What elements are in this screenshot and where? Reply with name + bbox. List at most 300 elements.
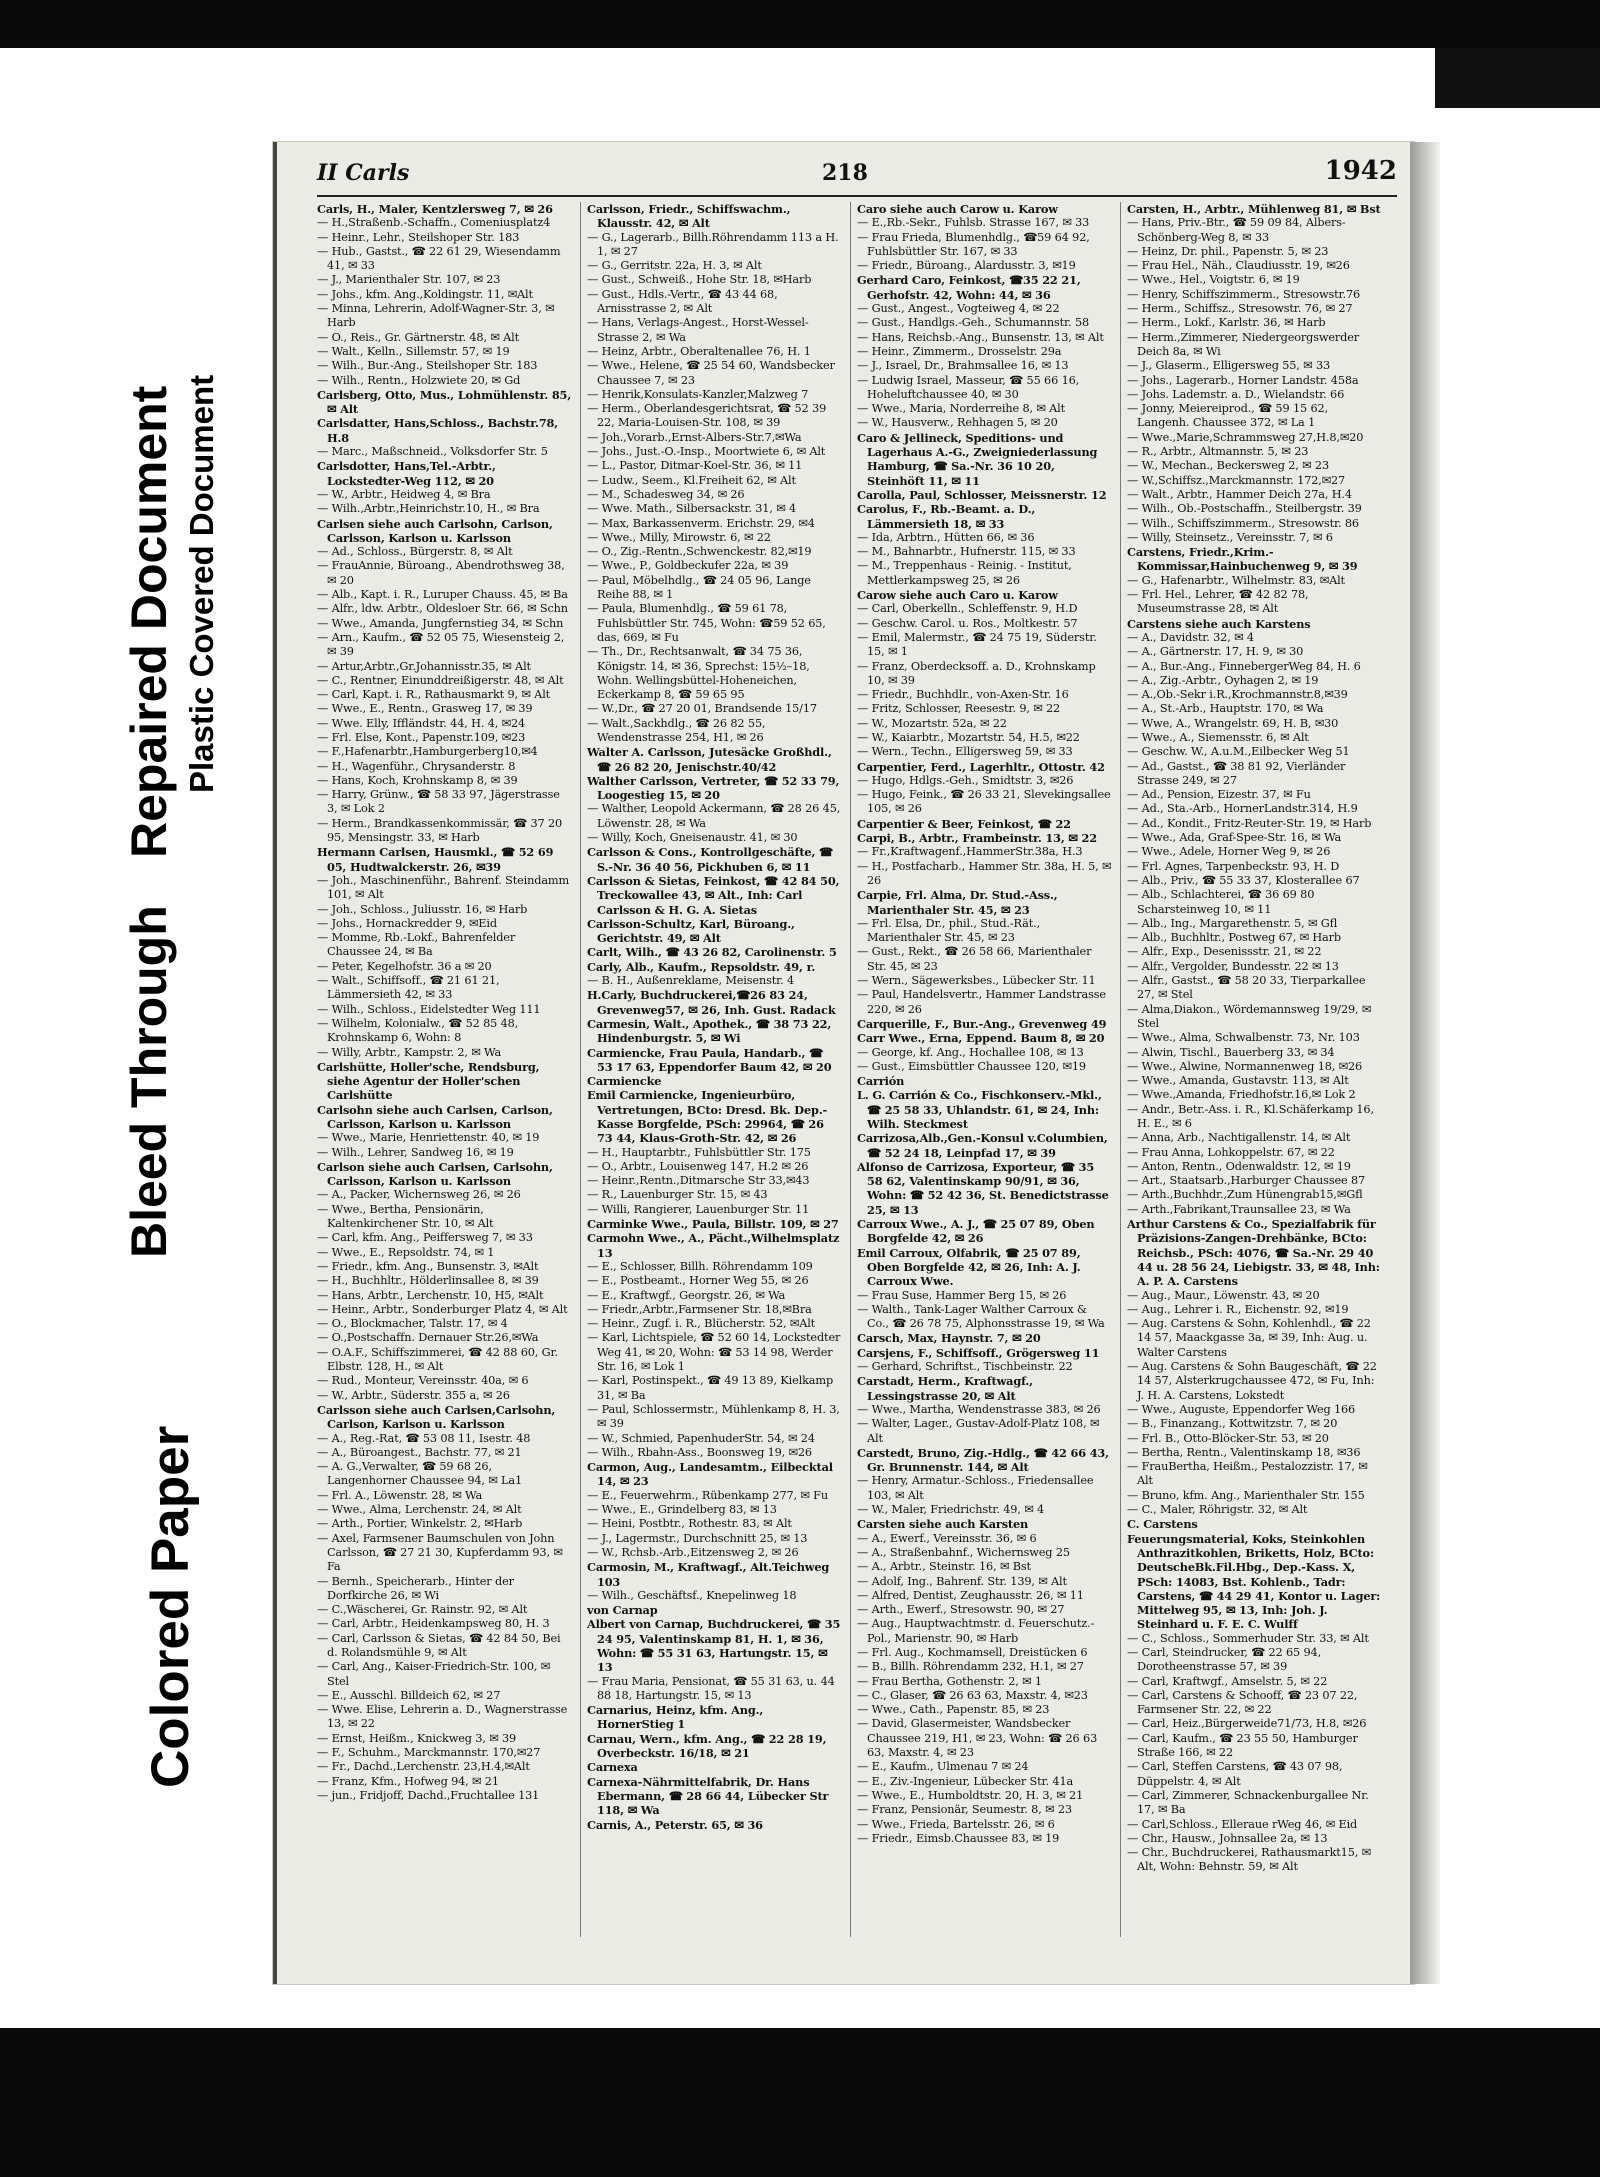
directory-entry: — Hub., Gastst., ☎ 22 61 29, Wiesendamm 41, ✉ 33 <box>317 244 561 273</box>
directory-entry: — Ludw., Seem., Kl.Freiheit 62, ✉ Alt <box>587 473 796 487</box>
directory-entry: Albert von Carnap, Buchdruckerei, ☎ 35 24 95, Valentinskamp 81, H. 1, ✉ 36, Wohn: ☎ 55 31 63, Hartungstr. 15, ✉ 13 <box>587 1617 841 1675</box>
directory-entry: — Wilhelm, Kolonialw., ☎ 52 85 48, Krohnskamp 6, Wohn: 8 <box>317 1016 519 1045</box>
directory-entry: — Wwe., A., Siemensstr. 6, ✉ Alt <box>1127 730 1309 744</box>
directory-entry: — Alb., Buchhltr., Postweg 67, ✉ Harb <box>1127 931 1341 945</box>
directory-entry: — C., Rentner, Einunddreißigerstr. 48, ✉ Alt <box>317 673 564 687</box>
directory-entry: Caro siehe auch Carow u. Karow <box>857 202 1058 216</box>
directory-entry: — E., Kraftwgf., Georgstr. 26, ✉ Wa <box>587 1288 786 1302</box>
directory-entry: — Art., Staatsarb.,Harburger Chaussee 87 <box>1127 1174 1366 1188</box>
directory-entry: — Chr., Buchdruckerei, Rathausmarkt15, ✉Alt, Wohn: Behnstr. 59, ✉ Alt <box>1127 1846 1371 1874</box>
directory-entry: — Walter, Lager., Gustav-Adolf-Platz 108, ✉ Alt <box>857 1417 1100 1445</box>
directory-entry: — A., Gärtnerstr. 17, H. 9, ✉ 30 <box>1127 645 1304 659</box>
directory-entry: — A., St.-Arb., Hauptstr. 170, ✉ Wa <box>1127 702 1324 716</box>
directory-entry: — Herm., Lokf., Karlstr. 36, ✉ Harb <box>1127 316 1326 330</box>
directory-entry: — Wwe., Alma, Lerchenstr. 24, ✉ Alt <box>317 1503 522 1517</box>
directory-entry: — W., Rchsb.-Arb.,Eitzensweg 2, ✉ 26 <box>587 1545 799 1559</box>
directory-entry: — B., Finanzang., Kottwitzstr. 7, ✉ 20 <box>1127 1417 1338 1431</box>
directory-entry: — Frl. A., Löwenstr. 28, ✉ Wa <box>317 1488 483 1502</box>
directory-entry: — R., Lauenburger Str. 15, ✉ 43 <box>587 1188 768 1202</box>
directory-entry: — Carl, Steffen Carstens, ☎ 43 07 98, Düppelstr. 4, ✉ Alt <box>1127 1760 1343 1788</box>
directory-entry: — Aug., Lehrer i. R., Eichenstr. 92, ✉19 <box>1127 1302 1349 1316</box>
directory-entry: — Frl. Elsa, Dr., phil., Stud.-Rät., Marienthaler Str. 45, ✉ 23 <box>857 916 1041 945</box>
directory-entry: — Joh.,Vorarb.,Ernst-Albers-Str.7,✉Wa <box>587 430 802 444</box>
directory-entry: — Harry, Grünw., ☎ 58 33 97, Jägerstrasse 3, ✉ Lok 2 <box>317 788 560 816</box>
directory-entry: — Ad., Gastst., ☎ 38 81 92, Vierländer Strasse 249, ✉ 27 <box>1127 759 1346 787</box>
directory-entry: — Carl, Heiz.,Bürgerweide71/73, H.8, ✉26 <box>1127 1717 1367 1731</box>
directory-entry: L. G. Carrión & Co., Fischkonserv.-Mkl., ☎ 25 58 33, Uhlandstr. 61, ✉ 24, Inh: Wilh. Steckmest <box>857 1088 1102 1131</box>
directory-entry: Carstens, Friedr.,Krim.-Kommissar,Hainbuchenweg 9, ✉ 39 <box>1127 545 1358 574</box>
directory-entry: — O.,Postschaffn. Dernauer Str.26,✉Wa <box>317 1331 539 1345</box>
directory-entry: Carmesin, Walt., Apothek., ☎ 38 73 22, Hindenburgstr. 5, ✉ Wi <box>587 1016 832 1046</box>
directory-entry: Carlsson siehe auch Carlsen,Carlsohn, Carlson, Karlson u. Karlsson <box>317 1402 556 1432</box>
directory-entry: — Wilh., Bur.-Ang., Steilshoper Str. 183 <box>317 359 538 373</box>
directory-entry: — W., Mozartstr. 52a, ✉ 22 <box>857 716 1007 730</box>
directory-entry: Carow siehe auch Caro u. Karow <box>857 588 1058 603</box>
directory-entry: — C., Schloss., Sommerhuder Str. 33, ✉ Alt <box>1127 1631 1369 1645</box>
directory-entry: Carpentier & Beer, Feinkost, ☎ 22 <box>857 816 1071 831</box>
directory-entry: — Friedr.,Arbtr.,Farmsener Str. 18,✉Bra <box>587 1302 812 1316</box>
directory-entry: — jun., Fridjoff, Dachd.,Fruchtallee 131 <box>317 1788 540 1802</box>
directory-entry: — E., Ausschl. Billdeich 62, ✉ 27 <box>317 1688 501 1702</box>
directory-entry: Carolus, F., Rb.-Beamt. a. D., Lämmersieth 18, ✉ 33 <box>857 502 1036 531</box>
directory-entry: von Carnap <box>587 1603 658 1618</box>
directory-entry: — Johs., Hornackredder 9, ✉Eid <box>317 916 497 930</box>
directory-entry: — Ad., Pension, Eizestr. 37, ✉ Fu <box>1127 788 1311 802</box>
directory-entry: — Carl, Kaufm., ☎ 23 55 50, Hamburger Straße 166, ✉ 22 <box>1127 1731 1358 1760</box>
directory-entry: — Gust., Schweiß., Hohe Str. 18, ✉Harb <box>587 273 812 287</box>
directory-entry: — Herm.,Zimmerer, Niedergeorgswerder Deich 8a, ✉ Wi <box>1127 330 1360 358</box>
directory-entry: — Willy, Arbtr., Kampstr. 2, ✉ Wa <box>317 1045 502 1059</box>
directory-entry: — O., Arbtr., Louisenweg 147, H.2 ✉ 26 <box>587 1159 809 1173</box>
directory-entry: — A., Zig.-Arbtr., Oyhagen 2, ✉ 19 <box>1127 673 1319 687</box>
directory-entry: — A., Arbtr., Steinstr. 16, ✉ Bst <box>857 1560 1031 1574</box>
directory-entry: Alfonso de Carrizosa, Exporteur, ☎ 35 58 62, Valentinskamp 90/91, ✉ 36, Wohn: ☎ 52 42 36, St. Benedictstrasse 25, ✉ 13 <box>857 1159 1109 1217</box>
directory-entry: — Wwe., E., Humboldtstr. 20, H. 3, ✉ 21 <box>857 1788 1084 1802</box>
directory-entry: — Hans, Verlags-Angest., Horst-Wessel-Strasse 2, ✉ Wa <box>587 316 809 344</box>
plastic-covered-document-label: Plastic Covered Document <box>183 374 220 793</box>
directory-entry: Carmiencke <box>587 1074 662 1089</box>
directory-entry: — Alfr., ldw. Arbtr., Oldesloer Str. 66, ✉ Schn <box>317 602 568 616</box>
directory-entry: — W., Arbtr., Heidweg 4, ✉ Bra <box>317 487 491 501</box>
directory-entry: — Carl,Schloss., Elleraue rWeg 46, ✉ Eid <box>1127 1817 1358 1831</box>
directory-entry: Carlson siehe auch Carlsen, Carlsohn, Carlsson, Karlson u. Karlsson <box>317 1159 553 1189</box>
directory-entry: Emil Carroux, Olfabrik, ☎ 25 07 89, Oben Borgfelde 42, ✉ 26, Inh: A. J. Carroux Wwe. <box>857 1245 1081 1289</box>
directory-entry: — H., Wagenführ., Chrysanderstr. 8 <box>317 759 516 773</box>
directory-entry: — Gerhard, Schriftst., Tischbeinstr. 22 <box>857 1360 1073 1374</box>
directory-entry: H.Carly, Buchdruckerei,☎26 83 24, Grevenweg57, ✉ 26, Inh. Gust. Radack <box>587 988 836 1017</box>
directory-entry: Carlsberg, Otto, Mus., Lohmühlenstr. 85, ✉ Alt <box>317 387 572 417</box>
colored-paper-label: Colored Paper <box>141 1425 200 1788</box>
directory-entry: — Wwe. Elly, Iffländstr. 44, H. 4, ✉24 <box>317 716 526 730</box>
column-divider <box>850 202 851 1937</box>
directory-entry: Carlt, Wilh., ☎ 43 26 82, Carolinenstr. 5 <box>587 945 837 960</box>
directory-entry: — G., Gerritstr. 22a, H. 3, ✉ Alt <box>587 259 762 273</box>
directory-entry: Carrizosa,Alb.,Gen.-Konsul v.Columbien, ☎ 52 24 18, Leinpfad 17, ✉ 39 <box>857 1131 1108 1160</box>
directory-entry: — Johs., kfm. Ang.,Koldingstr. 11, ✉Alt <box>317 287 533 301</box>
directory-entry: — Heini, Postbtr., Rothestr. 83, ✉ Alt <box>587 1517 792 1531</box>
directory-entry: — Alb., Priv., ☎ 55 33 37, Klosterallee 67 <box>1127 873 1360 887</box>
directory-entry: — B., Billh. Röhrendamm 232, H.1, ✉ 27 <box>857 1660 1084 1674</box>
directory-entry: — E., Schlosser, Billh. Röhrendamm 109 <box>587 1259 813 1273</box>
directory-entry: — Wilh., Rentn., Holzwiete 20, ✉ Gd <box>317 373 521 387</box>
directory-entry: — Ad., Schloss., Bürgerstr. 8, ✉ Alt <box>317 545 513 559</box>
directory-entry: Carlsson & Cons., Kontrollgeschäfte, ☎ S.-Nr. 36 40 56, Pickhuben 6, ✉ 11 <box>587 845 833 874</box>
directory-entry: Carstedt, Bruno, Zig.-Hdlg., ☎ 42 66 43, Gr. Brunnenstr. 144, ✉ Alt <box>857 1445 1109 1475</box>
directory-entry: — J., Lagermstr., Durchschnitt 25, ✉ 13 <box>587 1531 808 1545</box>
directory-entry: — M., Schadesweg 34, ✉ 26 <box>587 487 745 501</box>
directory-entry: — Heinr., Lehr., Steilshoper Str. 183 <box>317 230 520 244</box>
directory-entry: — Wilh.,Arbtr.,Heinrichstr.10, H., ✉ Bra <box>317 502 540 516</box>
directory-entry: — Aug., Hauptwachtmstr. d. Feuerschutz.-Pol., Marienstr. 90, ✉ Harb <box>857 1617 1095 1645</box>
directory-entry: — Wwe, A., Wrangelstr. 69, H. B, ✉30 <box>1127 716 1339 730</box>
directory-entry: — Gust., Angest., Vogteiweg 4, ✉ 22 <box>857 302 1060 316</box>
scan-border-top <box>0 0 1600 48</box>
directory-entry: C. Carstens <box>1127 1517 1198 1532</box>
directory-entry: Carroux Wwe., A. J., ☎ 25 07 89, Oben Borgfelde 42, ✉ 26 <box>857 1217 1095 1246</box>
directory-entry: — Gust., Handlgs.-Geh., Schumannstr. 58 <box>857 316 1090 330</box>
directory-entry: Carminke Wwe., Paula, Billstr. 109, ✉ 27 <box>587 1217 839 1232</box>
directory-entry: — Hans, Koch, Krohnskamp 8, ✉ 39 <box>317 773 518 787</box>
directory-entry: — W., Kaiarbtr., Mozartstr. 54, H.5, ✉22 <box>857 730 1080 744</box>
directory-entry: — Wwe., Amanda, Gustavstr. 113, ✉ Alt <box>1127 1074 1349 1088</box>
directory-entry: — J., Israel, Dr., Brahmsallee 16, ✉ 13 <box>857 359 1069 373</box>
directory-entry: — Carl, Zimmerer, Schnackenburgallee Nr. 17, ✉ Ba <box>1127 1788 1369 1817</box>
directory-entry: — Aug. Carstens & Sohn Baugeschäft, ☎ 22 14 57, Alsterkrugchaussee 472, ✉ Fu, Inh: J. H. A. Carstens, Lokstedt <box>1127 1360 1377 1402</box>
directory-entry: — W.,Dr., ☎ 27 20 01, Brandsende 15/17 <box>587 702 817 716</box>
directory-entry: — Bruno, kfm. Ang., Marienthaler Str. 155 <box>1127 1488 1365 1502</box>
directory-entry: — Wwe., Hel., Voigtstr. 6, ✉ 19 <box>1127 273 1300 287</box>
directory-entry: — Wilh., Rbahn-Ass., Boonsweg 19, ✉26 <box>587 1445 812 1459</box>
directory-entry: — Aug. Carstens & Sohn, Kohlenhdl., ☎ 22 14 57, Maackgasse 3a, ✉ 39, Inh: Aug. u. Walter Carstens <box>1127 1317 1371 1359</box>
directory-entry: — Friedr., Buchhdlr., von-Axen-Str. 16 <box>857 688 1069 702</box>
directory-entry: Carnarius, Heinz, kfm. Ang., HornerStieg 1 <box>587 1703 764 1732</box>
directory-entry: Carolla, Paul, Schlosser, Meissnerstr. 12 <box>857 487 1107 502</box>
directory-entry: — Walth., Tank-Lager Walther Carroux & Co., ☎ 26 78 75, Alphonsstrasse 19, ✉ Wa <box>857 1302 1105 1331</box>
directory-entry: — Carl, Arbtr., Heidenkampsweg 80, H. 3 <box>317 1617 550 1631</box>
directory-entry: — O.A.F., Schiffszimmerei, ☎ 42 88 60, Gr. Elbstr. 128, H., ✉ Alt <box>317 1345 558 1374</box>
directory-entry: — Wwe., Martha, Wendenstrasse 383, ✉ 26 <box>857 1402 1101 1416</box>
directory-column-4 <box>1127 202 1382 1942</box>
directory-entry: — Frau Bertha, Gothenstr. 2, ✉ 1 <box>857 1674 1042 1688</box>
directory-entry: — Alb., Ing., Margarethenstr. 5, ✉ Gfl <box>1127 916 1338 930</box>
directory-entry: Carlshütte, Holler'sche, Rendsburg, siehe Agentur der Holler'schen Carlshütte <box>317 1059 540 1103</box>
directory-entry: — Arth.,Buchhdr.,Zum Hünengrab15,✉Gfl <box>1127 1188 1363 1202</box>
directory-entry: — Wwe. Elise, Lehrerin a. D., Wagnerstrasse 13, ✉ 22 <box>317 1703 568 1731</box>
directory-entry: — A., Bur.-Ang., FinnebergerWeg 84, H. 6 <box>1127 659 1361 673</box>
directory-entry: — W., Hausverw., Rehhagen 5, ✉ 20 <box>857 416 1058 430</box>
directory-entry: — Alma,Diakon., Wördemannsweg 19/29, ✉ Stel <box>1127 1002 1372 1030</box>
directory-entry: — Paul, Schlossermstr., Mühlenkamp 8, H. 3, ✉ 39 <box>587 1402 840 1431</box>
directory-entry: — Max, Barkassenverm. Erichstr. 29, ✉4 <box>587 516 815 530</box>
directory-entry: — W., Mechan., Beckersweg 2, ✉ 23 <box>1127 459 1330 473</box>
directory-entry: — A., Davidstr. 32, ✉ 4 <box>1127 630 1254 644</box>
directory-entry: — Arth.,Fabrikant,Traunsallee 23, ✉ Wa <box>1127 1202 1351 1216</box>
directory-entry: Carstadt, Herm., Kraftwagf., Lessingstrasse 20, ✉ Alt <box>857 1374 1033 1403</box>
directory-entry: — Herm., Oberlandesgerichtsrat, ☎ 52 39 22, Maria-Louisen-Str. 108, ✉ 39 <box>587 402 827 430</box>
directory-entry: — G., Hafenarbtr., Wilhelmstr. 83, ✉Alt <box>1127 573 1345 587</box>
directory-entry: — Wwe., P., Goldbeckufer 22a, ✉ 39 <box>587 559 789 573</box>
directory-entry: — Frl. Aug., Kochmamsell, Dreistücken 6 <box>857 1645 1088 1659</box>
directory-entry: — Wilh., Schloss., Eidelstedter Weg 111 <box>317 1002 541 1016</box>
directory-entry: — Wwe., Alma, Schwalbenstr. 73, Nr. 103 <box>1127 1031 1360 1045</box>
directory-entry: — Wilh., Lehrer, Sandweg 16, ✉ 19 <box>317 1145 514 1159</box>
directory-entry: — Artur,Arbtr.,Gr.Johannisstr.35, ✉ Alt <box>317 659 531 673</box>
directory-entry: Carlsson & Sietas, Feinkost, ☎ 42 84 50, Treckowallee 43, ✉ Alt., Inh: Carl Carlsson & H. G. A. Sietas <box>587 873 840 917</box>
directory-entry: — Alb., Schlachterei, ☎ 36 69 80 Scharsteinweg 10, ✉ 11 <box>1127 888 1315 916</box>
directory-entry: — Wwe., Alwine, Normannenweg 18, ✉26 <box>1127 1059 1363 1073</box>
directory-entry: — Karl, Postinspekt., ☎ 49 13 89, Kielkamp 31, ✉ Ba <box>587 1374 834 1402</box>
directory-entry: Carmohn Wwe., A., Pächt.,Wilhelmsplatz 13 <box>587 1231 840 1260</box>
directory-entry: Carlsson-Schultz, Karl, Büroang., Gerichtstr. 49, ✉ Alt <box>587 916 795 946</box>
directory-entry: — Frau Suse, Hammer Berg 15, ✉ 26 <box>857 1288 1067 1302</box>
directory-entry: — B. H., Außenreklame, Meisenstr. 4 <box>587 974 795 988</box>
directory-entry: — Emil, Malermstr., ☎ 24 75 19, Süderstr. 15, ✉ 1 <box>857 630 1097 659</box>
directory-entry: — Henrik,Konsulats-Kanzler,Malzweg 7 <box>587 387 809 401</box>
directory-entry: — Alfred, Dentist, Zeughausstr. 26, ✉ 11 <box>857 1588 1084 1602</box>
directory-entry: Carnis, A., Peterstr. 65, ✉ 36 <box>587 1817 763 1832</box>
directory-entry: — George, kf. Ang., Hochallee 108, ✉ 13 <box>857 1045 1084 1059</box>
directory-entry: — Walt., Schiffsoff., ☎ 21 61 21, Lämmersieth 42, ✉ 33 <box>317 974 500 1002</box>
directory-entry: — Alfr., Gastst., ☎ 58 20 33, Tierparkallee 27, ✉ Stel <box>1127 974 1366 1002</box>
directory-entry: — Anna, Arb., Nachtigallenstr. 14, ✉ Alt <box>1127 1131 1351 1145</box>
column-divider <box>580 202 581 1937</box>
directory-entry: Carpie, Frl. Alma, Dr. Stud.-Ass., Marienthaler Str. 45, ✉ 23 <box>857 888 1058 917</box>
directory-entry: — Jonny, Meiereiprod., ☎ 59 15 62, Langenh. Chaussee 372, ✉ La 1 <box>1127 402 1328 430</box>
directory-entry: — Carl, Oberkelln., Schleffenstr. 9, H.D <box>857 602 1078 616</box>
directory-entry: Carmosin, M., Kraftwagf., Alt.Teichweg 103 <box>587 1560 830 1589</box>
directory-entry: — Bernh., Speicherarb., Hinter der Dorfkirche 26, ✉ Wi <box>317 1574 514 1602</box>
directory-entry: — F., Schuhm., Marckmannstr. 170,✉27 <box>317 1746 541 1760</box>
directory-entry: — G., Lagerarb., Billh.Röhrendamm 113 a H. 1, ✉ 27 <box>587 230 839 258</box>
directory-entry: — Joh., Schloss., Juliusstr. 16, ✉ Harb <box>317 902 528 916</box>
directory-entry: — Th., Dr., Rechtsanwalt, ☎ 34 75 36, Königstr. 14, ✉ 36, Sprechst: 15½–18, Wohn. Wellingsbüttel-Hoheneichen, Eckerkamp 8, ☎ 59 65 95 <box>587 645 810 702</box>
directory-column-2 <box>587 202 842 1942</box>
directory-entry: — E., Postbeamt., Horner Weg 55, ✉ 26 <box>587 1274 809 1288</box>
directory-entry: — Peter, Kegelhofstr. 36 a ✉ 20 <box>317 959 492 973</box>
directory-entry: — Momme, Rb.-Lokf., Bahrenfelder Chaussee 24, ✉ Ba <box>317 931 516 959</box>
directory-entry: — Frl. Else, Kont., Papenstr.109, ✉23 <box>317 730 526 744</box>
directory-entry: — Carl, Carstens & Schooff, ☎ 23 07 22, Farmsener Str. 22, ✉ 22 <box>1127 1688 1358 1717</box>
directory-entry: — Gust., Rekt., ☎ 26 58 66, Marienthaler Str. 45, ✉ 23 <box>857 945 1092 973</box>
directory-entry: — Arn., Kaufm., ☎ 52 05 75, Wiesensteig 2, ✉ 39 <box>317 630 565 659</box>
directory-entry: — Wwe., Maria, Norderreihe 8, ✉ Alt <box>857 402 1066 416</box>
directory-entry: — Wwe., Bertha, Pensionärin, Kaltenkirchener Str. 10, ✉ Alt <box>317 1202 494 1231</box>
directory-entry: — R., Arbtr., Altmannstr. 5, ✉ 23 <box>1127 445 1309 459</box>
directory-entry: — Arth., Portier, Winkelstr. 2, ✉Harb <box>317 1517 523 1531</box>
directory-entry: Carr Wwe., Erna, Eppend. Baum 8, ✉ 20 <box>857 1031 1105 1046</box>
directory-page <box>273 142 1414 1984</box>
directory-entry: — Walt.,Sackhdlg., ☎ 26 82 55, Wendenstrasse 254, H1, ✉ 26 <box>587 716 766 744</box>
directory-entry: — Fritz, Schlosser, Reesestr. 9, ✉ 22 <box>857 702 1061 716</box>
directory-entry: — Ad., Kondit., Fritz-Reuter-Str. 19, ✉ Harb <box>1127 816 1372 830</box>
directory-entry: — Alfr., Exp., Desenissstr. 21, ✉ 22 <box>1127 945 1322 959</box>
directory-entry: — Walt., Kelln., Sillemstr. 57, ✉ 19 <box>317 344 510 358</box>
directory-entry: — Wern., Techn., Elligersweg 59, ✉ 33 <box>857 745 1073 759</box>
directory-entry: — Alwin, Tischl., Bauerberg 33, ✉ 34 <box>1127 1045 1335 1059</box>
directory-entry: Carnau, Wern., kfm. Ang., ☎ 22 28 19, Overbeckstr. 16/18, ✉ 21 <box>587 1731 827 1761</box>
directory-entry: — Walt., Arbtr., Hammer Deich 27a, H.4 <box>1127 487 1352 501</box>
directory-entry: — Wwe., Frieda, Bartelsstr. 26, ✉ 6 <box>857 1817 1055 1831</box>
page-header <box>317 154 1397 194</box>
directory-entry: — C., Glaser, ☎ 26 63 63, Maxstr. 4, ✉23 <box>857 1688 1088 1702</box>
directory-entry: — E., Feuerwehrm., Rübenkamp 277, ✉ Fu <box>587 1488 828 1502</box>
directory-entry: — Rud., Monteur, Vereinsstr. 40a, ✉ 6 <box>317 1374 529 1388</box>
directory-entry: — Ludwig Israel, Masseur, ☎ 55 66 16, Hoheluftchaussee 40, ✉ 30 <box>857 373 1080 401</box>
directory-entry: — Karl, Lichtspiele, ☎ 52 60 14, Lockstedter Weg 41, ✉ 20, Wohn: ☎ 53 14 98, Werder Str. 16, ✉ Lok 1 <box>587 1331 841 1374</box>
bleed-through-label: Bleed Through <box>121 905 177 1258</box>
directory-entry: — Hans, Arbtr., Lerchenstr. 10, H5, ✉Alt <box>317 1288 544 1302</box>
directory-entry: — L., Pastor, Ditmar-Koel-Str. 36, ✉ 11 <box>587 459 803 473</box>
directory-entry: — Hans, Reichsb.-Ang., Bunsenstr. 13, ✉ Alt <box>857 330 1104 344</box>
directory-entry: Arthur Carstens & Co., Spezialfabrik für Präzisions-Zangen-Drehbänke, BCto: Reichsb., PSch: 4076, ☎ Sa.-Nr. 29 40 44 u. 28 56 24, Liebigstr. 33, ✉ 48, Inh: A. P. A. Carstens <box>1127 1217 1380 1289</box>
directory-entry: — Willy, Steinsetz., Vereinsstr. 7, ✉ 6 <box>1127 530 1333 544</box>
directory-entry: Carrión <box>857 1074 905 1089</box>
directory-entry: — Hugo, Hdlgs.-Geh., Smidtstr. 3, ✉26 <box>857 773 1074 787</box>
directory-entry: — Friedr., Büroang., Alardusstr. 3, ✉19 <box>857 259 1076 273</box>
directory-entry: — Wwe., Marie, Henriettenstr. 40, ✉ 19 <box>317 1131 540 1145</box>
directory-entry: — H., Postfacharb., Hammer Str. 38a, H. 5, ✉ 26 <box>857 859 1112 887</box>
directory-entry: — Frau Frieda, Blumenhdlg., ☎59 64 92, Fuhlsbüttler Str. 167, ✉ 33 <box>857 230 1090 258</box>
directory-entry: Walter A. Carlsson, Jutesäcke Großhdl., ☎ 26 82 20, Jenischstr.40/42 <box>587 745 832 774</box>
directory-entry: Carsch, Max, Haynstr. 7, ✉ 20 <box>857 1331 1041 1346</box>
page-number: 218 <box>822 160 868 186</box>
directory-entry: — A. G.,Verwalter, ☎ 59 68 26, Langenhorner Chaussee 94, ✉ La1 <box>317 1460 523 1488</box>
directory-entry: Carls, H., Maler, Kentzlersweg 7, ✉ 26 <box>317 202 553 216</box>
directory-entry: — Anton, Rentn., Odenwaldstr. 12, ✉ 19 <box>1127 1159 1351 1173</box>
directory-entry: — W., Maler, Friedrichstr. 49, ✉ 4 <box>857 1503 1045 1517</box>
directory-entry: — Adolf, Ing., Bahrenf. Str. 139, ✉ Alt <box>857 1574 1067 1588</box>
directory-entry: — Andr., Betr.-Ass. i. R., Kl.Schäferkamp 16, H. E., ✉ 6 <box>1127 1102 1374 1130</box>
directory-entry: — H.,Straßenb.-Schaffn., Comeniusplatz4 <box>317 216 551 230</box>
directory-entry: Feuerungsmaterial, Koks, Steinkohlen Anthrazitkohlen, Briketts, Holz, BCto: DeutscheBk.Fil.Hbg., Dep.-Kass. X, PSch: 14083, Bst. Kohlenb., Tadr: Carstens, ☎ 44 29 41, Kontor u. Lager: Mittelweg 95, ✉ 13, Inh: Joh. J. Steinhard u. F. E. C. Wulff <box>1127 1531 1381 1632</box>
directory-entry: — Johs. Lademstr. a. D., Wielandstr. 66 <box>1127 387 1345 401</box>
directory-entry: — Friedr., Eimsb.Chaussee 83, ✉ 19 <box>857 1831 1060 1845</box>
directory-entry: Carmon, Aug., Landesamtm., Eilbecktal 14, ✉ 23 <box>587 1460 833 1489</box>
directory-entry: — Heinr., Zugf. i. R., Blücherstr. 52, ✉Alt <box>587 1317 816 1331</box>
directory-entry: Carsjens, F., Schiffsoff., Grögersweg 11 <box>857 1345 1100 1360</box>
directory-entry: — E., Kaufm., Ulmenau 7 ✉ 24 <box>857 1760 1029 1774</box>
directory-entry: — Gust., Eimsbüttler Chaussee 120, ✉19 <box>857 1059 1086 1073</box>
directory-entry: Carpentier, Ferd., Lagerhltr., Ottostr. 42 <box>857 759 1105 774</box>
directory-entry: — A.,Ob.-Sekr i.R.,Krochmannstr.8,✉39 <box>1127 688 1348 702</box>
directory-entry: — Heinz, Arbtr., Oberaltenallee 76, H. 1 <box>587 344 811 358</box>
directory-entry: — Wwe., E., Grindelberg 83, ✉ 13 <box>587 1503 777 1517</box>
directory-entry: — Carl, Steindrucker, ☎ 22 65 94, Dorotheenstrasse 57, ✉ 39 <box>1127 1645 1322 1674</box>
directory-entry: — Frl. Hel., Lehrer, ☎ 42 82 78, Museumstrasse 28, ✉ Alt <box>1127 588 1309 616</box>
directory-entry: — Wwe.,Marie,Schrammsweg 27,H.8,✉20 <box>1127 430 1364 444</box>
directory-entry: — Carl, Kraftwgf., Amselstr. 5, ✉ 22 <box>1127 1674 1328 1688</box>
directory-entry: — Frau Maria, Pensionat, ☎ 55 31 63, u. 44 88 18, Hartungstr. 15, ✉ 13 <box>587 1674 835 1702</box>
directory-entry: — Wwe., Auguste, Eppendorfer Weg 166 <box>1127 1402 1356 1416</box>
directory-entry: — Carl, Carlsson & Sietas, ☎ 42 84 50, Bei d. Rolandsmühle 9, ✉ Alt <box>317 1631 561 1659</box>
directory-entry: — Wwe., Adele, Horner Weg 9, ✉ 26 <box>1127 845 1331 859</box>
directory-entry: — J., Marienthaler Str. 107, ✉ 23 <box>317 273 501 287</box>
directory-entry: — Wilh., Ob.-Postschaffn., Steilbergstr. 39 <box>1127 502 1362 516</box>
directory-entry: Carlsohn siehe auch Carlsen, Carlson, Carlsson, Karlson u. Karlsson <box>317 1102 553 1131</box>
directory-entry: Carpi, B., Arbtr., Frambeinstr. 13, ✉ 22 <box>857 831 1097 846</box>
column-divider <box>1120 202 1121 1937</box>
directory-entry: Carsten, H., Arbtr., Mühlenweg 81, ✉ Bst <box>1127 202 1381 216</box>
directory-entry: — Heinr.,Rentn.,Ditmarsche Str 33,✉43 <box>587 1174 810 1188</box>
directory-entry: — Franz, Kfm., Hofweg 94, ✉ 21 <box>317 1774 499 1788</box>
directory-entry: — Henry, Schiffszimmerm., Stresowstr.76 <box>1127 287 1361 301</box>
directory-entry: — Heinr., Arbtr., Sonderburger Platz 4, ✉ Alt <box>317 1302 568 1316</box>
directory-entry: Carlsson, Friedr., Schiffswachm., Klausstr. 42, ✉ Alt <box>587 202 791 231</box>
directory-entry: — A., Ewerf., Vereinsstr. 36, ✉ 6 <box>857 1531 1037 1545</box>
directory-entry: — Henry, Armatur.-Schloss., Friedensallee 103, ✉ Alt <box>857 1474 1094 1502</box>
directory-entry: — David, Glasermeister, Wandsbecker Chaussee 219, H1, ✉ 23, Wohn: ☎ 26 63 63, Maxstr. 4, ✉ 23 <box>857 1717 1098 1760</box>
directory-entry: Carnexa-Nährmittelfabrik, Dr. Hans Ebermann, ☎ 28 66 44, Lübecker Str 118, ✉ Wa <box>587 1774 829 1818</box>
directory-entry: — Wilh., Schiffszimmerm., Stresowstr. 86 <box>1127 516 1359 530</box>
directory-entry: — Bertha, Rentn., Valentinskamp 18, ✉36 <box>1127 1445 1361 1459</box>
repaired-document-label: Repaired Document <box>121 385 177 858</box>
directory-entry: — Marc., Maßschneid., Volksdorfer Str. 5 <box>317 445 548 459</box>
directory-entry: — Friedr., kfm. Ang., Bunsenstr. 3, ✉Alt <box>317 1259 539 1273</box>
directory-entry: — Wwe., Milly, Mirowstr. 6, ✉ 22 <box>587 530 771 544</box>
directory-entry: — Minna, Lehrerin, Adolf-Wagner-Str. 3, ✉ Harb <box>317 302 555 330</box>
directory-entry: Carquerille, F., Bur.-Ang., Grevenweg 49 <box>857 1016 1107 1031</box>
directory-entry: — A., Straßenbahnf., Wichernsweg 25 <box>857 1545 1070 1559</box>
directory-entry: — J., Glaserm., Elligersweg 55, ✉ 33 <box>1127 359 1331 373</box>
directory-entry: — Aug., Maur., Löwenstr. 43, ✉ 20 <box>1127 1288 1320 1302</box>
scan-border-bottom <box>0 2028 1600 2177</box>
directory-entry: — Frau Anna, Lohkoppelstr. 67, ✉ 22 <box>1127 1145 1335 1159</box>
directory-entry: — Johs., Lagerarb., Horner Landstr. 458a <box>1127 373 1359 387</box>
directory-entry: — Arth., Ewerf., Stresowstr. 90, ✉ 27 <box>857 1603 1065 1617</box>
directory-entry: — W., Schmied, PapenhuderStr. 54, ✉ 24 <box>587 1431 815 1445</box>
directory-entry: — Alfr., Vergolder, Bundesstr. 22 ✉ 13 <box>1127 959 1339 973</box>
directory-entry: — Wwe., E., Repsoldstr. 74, ✉ 1 <box>317 1245 495 1259</box>
directory-entry: Carlsdotter, Hans,Tel.-Arbtr., Lockstedter-Weg 112, ✉ 20 <box>317 459 496 488</box>
directory-entry: — Wwe., Ada, Graf-Spee-Str. 16, ✉ Wa <box>1127 831 1342 845</box>
directory-entry: — O., Reis., Gr. Gärtnerstr. 48, ✉ Alt <box>317 330 519 344</box>
directory-entry: — Fr.,Kraftwagenf.,HammerStr.38a, H.3 <box>857 845 1083 859</box>
directory-entry: — E., Ziv.-Ingenieur, Lübecker Str. 41a <box>857 1774 1074 1788</box>
directory-entry: — W., Arbtr., Süderstr. 355 a, ✉ 26 <box>317 1388 510 1402</box>
directory-entry: — H., Hauptarbtr., Fuhlsbüttler Str. 175 <box>587 1145 811 1159</box>
directory-entry: — W.,Schiffsz.,Marckmannstr. 172,✉27 <box>1127 473 1346 487</box>
directory-entry: — Carl, Kapt. i. R., Rathausmarkt 9, ✉ Alt <box>317 688 551 702</box>
directory-entry: — Alb., Kapt. i. R., Luruper Chauss. 45, ✉ Ba <box>317 588 568 602</box>
directory-entry: Caro & Jellineck, Speditions- und Lagerhaus A.-G., Zweigniederlassung Hamburg, ☎ Sa.-Nr. 36 10 20, Steinhöft 11, ✉ 11 <box>857 430 1098 488</box>
directory-entry: — A., Packer, Wichernsweg 26, ✉ 26 <box>317 1188 521 1202</box>
directory-entry: Carnexa <box>587 1760 638 1775</box>
directory-entry: — A., Reg.-Rat, ☎ 53 08 11, Isestr. 48 <box>317 1431 531 1445</box>
directory-entry: — Hans, Priv.-Btr., ☎ 59 09 84, Albers-Schönberg-Weg 8, ✉ 33 <box>1127 216 1346 244</box>
directory-entry: — Ida, Arbtrn., Hütten 66, ✉ 36 <box>857 530 1035 544</box>
directory-entry: — Frau Hel., Näh., Claudiusstr. 19, ✉26 <box>1127 259 1350 273</box>
directory-entry: — Herm., Schiffsz., Stresowstr. 76, ✉ 27 <box>1127 302 1353 316</box>
directory-entry: — Hugo, Feink., ☎ 26 33 21, Slevekingsallee 105, ✉ 26 <box>857 788 1111 816</box>
directory-entry: — Ernst, Heißm., Knickweg 3, ✉ 39 <box>317 1731 517 1745</box>
directory-entry: Hermann Carlsen, Hausmkl., ☎ 52 69 05, Hudtwalckerstr. 26, ✉39 <box>317 845 554 874</box>
directory-entry: — Heinz, Dr. phil., Papenstr. 5, ✉ 23 <box>1127 244 1329 258</box>
directory-entry: — Joh., Maschinenführ., Bahrenf. Steindamm 101, ✉ Alt <box>317 873 570 902</box>
directory-entry: — FrauAnnie, Büroang., Abendrothsweg 38, ✉ 20 <box>317 559 565 587</box>
scan-border-corner <box>1435 48 1600 108</box>
page-edge-shadow <box>1410 142 1440 1984</box>
directory-column-1 <box>317 202 572 1942</box>
header-year: 1942 <box>1324 156 1397 186</box>
directory-entry: — Wilh., Geschäftsf., Knepelinweg 18 <box>587 1588 797 1602</box>
directory-entry: — F.,Hafenarbtr.,Hamburgerberg10,✉4 <box>317 745 538 759</box>
annotation-label-panel <box>0 48 270 2028</box>
directory-entry: — Ad., Sta.-Arb., HornerLandstr.314, H.9 <box>1127 802 1358 816</box>
directory-entry: — Chr., Hausw., Johnsallee 2a, ✉ 13 <box>1127 1831 1328 1845</box>
directory-entry: — C., Maler, Röhrigstr. 32, ✉ Alt <box>1127 1503 1308 1517</box>
directory-entry: Carly, Alb., Kaufm., Repsoldstr. 49, r. <box>587 959 816 974</box>
directory-entry: — Willi, Rangierer, Lauenburger Str. 11 <box>587 1202 810 1216</box>
